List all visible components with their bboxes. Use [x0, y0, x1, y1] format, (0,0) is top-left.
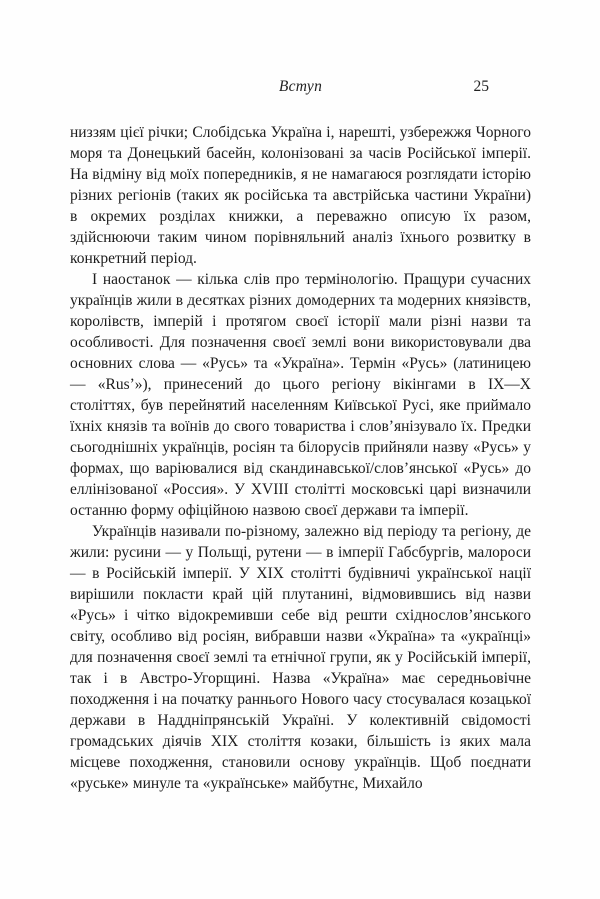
- paragraph: низзям цієї річки; Слобідська Україна і, нарешті, узбережжя Чорного моря та Донецький басейн, колонізовані за часів Російської імперії. На відміну від моїх попередників, я не намагаюся розглядати історію різних регіонів (таких як російська та австрійська частини України) в окремих розділах книжки, а переважно описую їх разом, здійснюючи таким чином порівняльний аналіз їхнього розвитку в конкретний період.: [70, 124, 531, 267]
- paragraph: Українців називали по-різному, залежно від періоду та регіону, де жили: русини — у Польщі, рутени — в імперії Габсбургів, малороси — в Російській імперії. У XIX столітті будівничі української нації вирішили покласти край цій плутанині, відмовившись від назви «Русь» і чітко відокремивши себе від решти східнослов’янського світу, особливо від росіян, вибравши назви «Україна» та «українці» для позначення своєї землі та етнічної групи, як у Російській імперії, так і в Австро-Угорщині. Назва «Україна» має середньовічне походження і на початку раннього Нового часу стосувалася козацької держави в Наддніпрянській Україні. У колективній свідомості громадських діячів XIX століття козаки, більшість із яких мала місцеве походження, становили основу українців. Щоб поєднати «руське» минуле та «українське» майбутнє, Михайло: [70, 523, 531, 792]
- running-head: [70, 78, 531, 98]
- page-number: 25: [473, 78, 489, 95]
- paragraph: І наостанок — кілька слів про термінологію. Пращури сучасних українців жили в десятках різних домодерних та модерних князівств, королівств, імперій і протягом своєї історії мали різні назви та особливості. Для позначення своєї землі вони використовували два основних слова — «Русь» та «Україна». Термін «Русь» (латиницею — «Rus’»), принесений до цього регіону вікінгами в IX—X століттях, був перейнятий населенням Київської Русі, яке приймало їхніх князів та воїнів до свого товариства і слов’янізувало їх. Предки сьогоднішніх українців, росіян та білорусів прийняли назву «Русь» у формах, що варіювалися від скандинавської/слов’янської «Русь» до еллінізованої «Россия». У XVIII столітті московські царі визначили останню форму офіційною назвою своєї держави та імперії.: [70, 271, 531, 519]
- body-text: [70, 122, 531, 794]
- chapter-title: Вступ: [278, 78, 323, 95]
